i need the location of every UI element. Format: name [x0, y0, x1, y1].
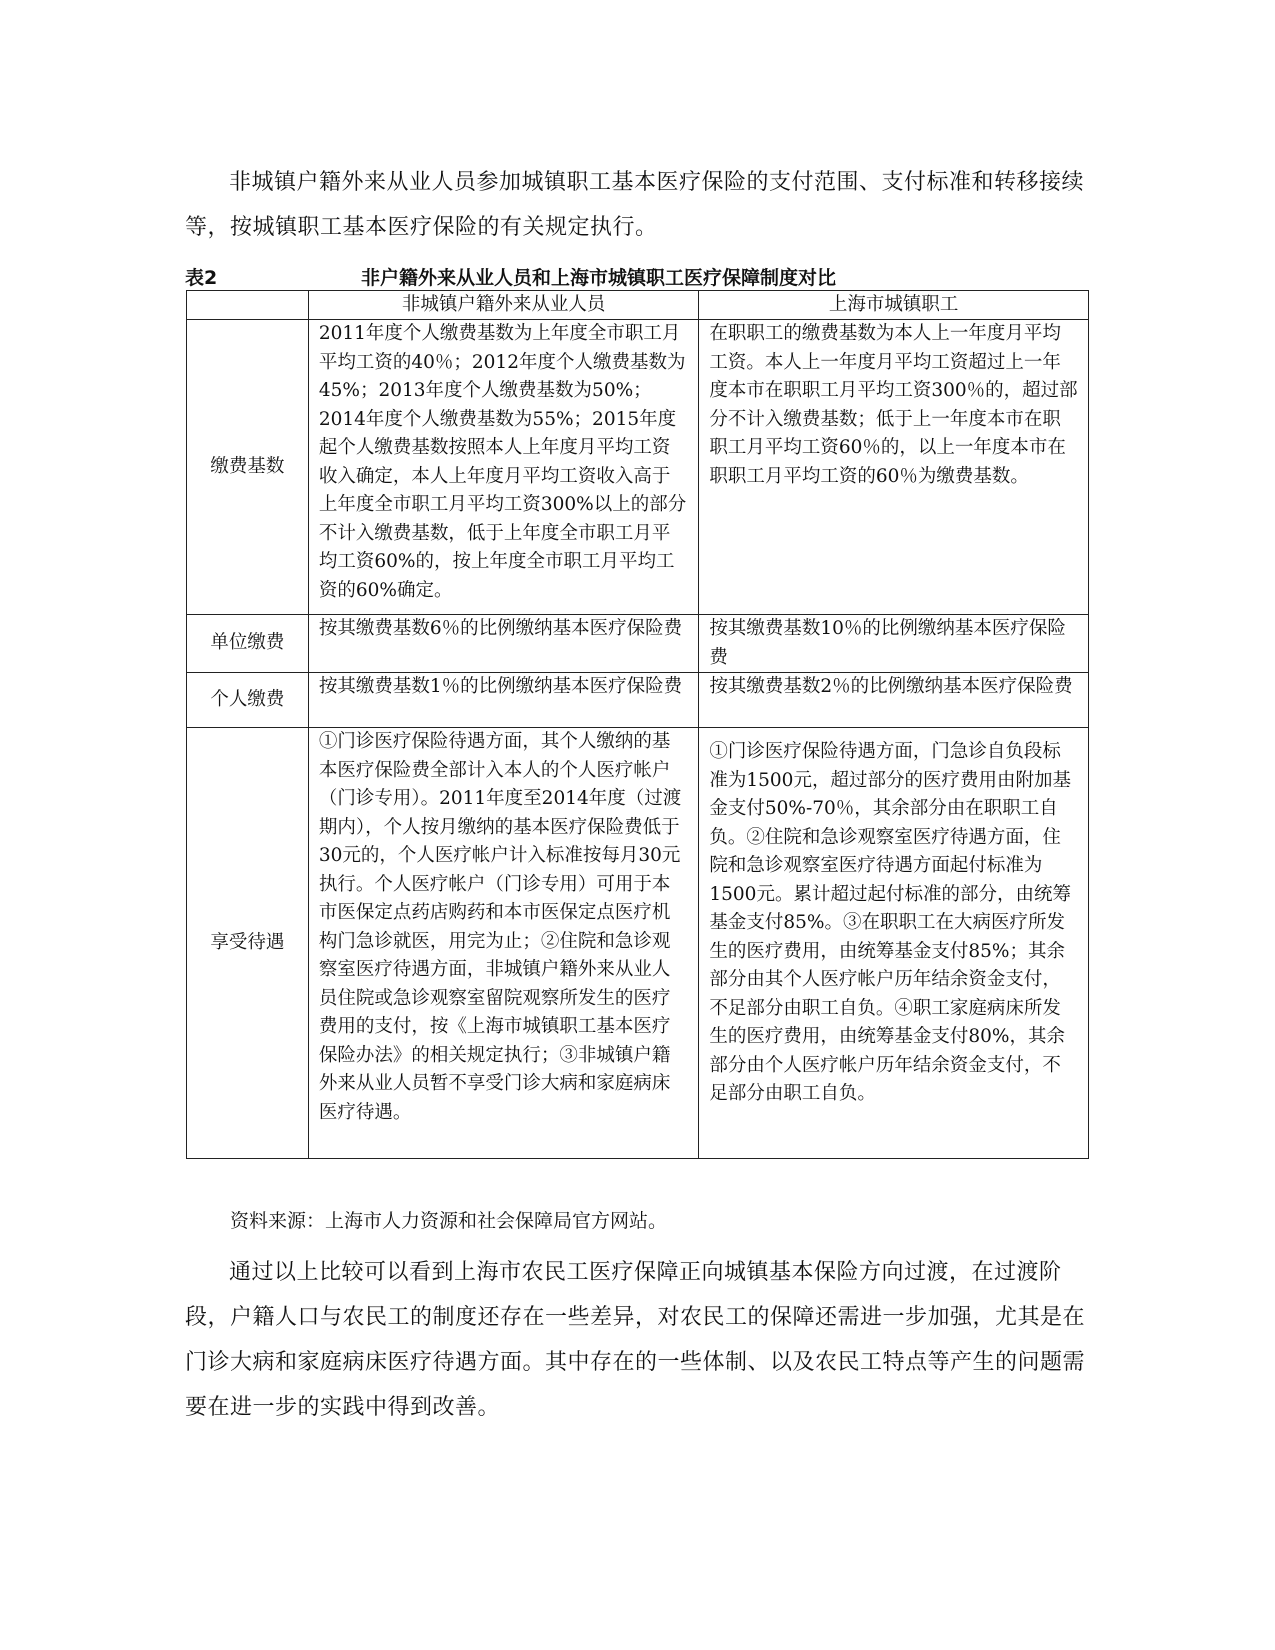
conclusion-paragraph: 通过以上比较可以看到上海市农民工医疗保障正向城镇基本保险方向过渡，在过渡阶段，户籍人口与农民工的制度还存在一些差异，对农民工的保障还需进一步加强，尤其是在门诊大病和家庭病床医疗待遇方面。其中存在的一些体制、以及农民工特点等产生的问题需要在进一步的实践中得到改善。 [185, 1260, 1086, 1420]
cell-migrant-benefits: ①门诊医疗保险待遇方面，其个人缴纳的基本医疗保险费全部计入本人的个人医疗帐户（门诊专用）。2011年度至2014年度（过渡期内），个人按月缴纳的基本医疗保险费低于30元的，个人医疗帐户计入标准按每月30元执行。个人医疗帐户（门诊专用）可用于本市医保定点药店购药和本市医保定点医疗机构门急诊就医，用完为止；②住院和急诊观察室医疗待遇方面，非城镇户籍外来从业人员住院或急诊观察室留院观察所发生的医疗费用的支付，按《上海市城镇职工基本医疗保险办法》的相关规定执行；③非城镇户籍外来从业人员暂不享受门诊大病和家庭病床医疗待遇。 [308, 728, 699, 1159]
table-row [187, 728, 1089, 1159]
row-label-personal-contribution: 个人缴费 [187, 673, 309, 728]
header-empty-cell [187, 291, 309, 320]
row-label-employer-contribution: 单位缴费 [187, 615, 309, 673]
comparison-table [186, 290, 1089, 1159]
cell-urban-employer-contribution: 按其缴费基数10％的比例缴纳基本医疗保险费 [699, 615, 1089, 673]
cell-migrant-personal-contribution: 按其缴费基数1％的比例缴纳基本医疗保险费 [308, 673, 699, 728]
cell-urban-benefits: ①门诊医疗保险待遇方面，门急诊自负段标准为1500元，超过部分的医疗费用由附加基金支付50%-70％，其余部分由在职职工自负。②住院和急诊观察室医疗待遇方面，住院和急诊观察室医疗待遇方面起付标准为1500元。累计超过起付标准的部分，由统筹基金支付85%。③在职职工在大病医疗所发生的医疗费用，由统筹基金支付85%；其余部分由其个人医疗帐户历年结余资金支付，不足部分由职工自负。④职工家庭病床所发生的医疗费用，由统筹基金支付80%，其余部分由个人医疗帐户历年结余资金支付，不足部分由职工自负。 [699, 728, 1089, 1159]
intro-paragraph: 非城镇户籍外来从业人员参加城镇职工基本医疗保险的支付范围、支付标准和转移接续等，按城镇职工基本医疗保险的有关规定执行。 [185, 170, 1085, 240]
table-title: 非户籍外来从业人员和上海市城镇职工医疗保障制度对比 [361, 267, 837, 289]
table-row [187, 615, 1089, 673]
table-caption [185, 263, 1090, 289]
header-migrant-workers: 非城镇户籍外来从业人员 [308, 291, 699, 320]
source-note: 资料来源：上海市人力资源和社会保障局官方网站。 [230, 1210, 668, 1232]
row-label-contribution-base: 缴费基数 [187, 320, 309, 615]
cell-migrant-employer-contribution: 按其缴费基数6％的比例缴纳基本医疗保险费 [308, 615, 699, 673]
table-row [187, 673, 1089, 728]
table-label: 表2 [185, 267, 218, 289]
table-header-row [187, 291, 1089, 320]
row-label-benefits: 享受待遇 [187, 728, 309, 1159]
header-urban-employees: 上海市城镇职工 [699, 291, 1089, 320]
cell-urban-contribution-base: 在职职工的缴费基数为本人上一年度月平均工资。本人上一年度月平均工资超过上一年度本市在职职工月平均工资300％的，超过部分不计入缴费基数；低于上一年度本市在职职工月平均工资60％的，以上一年度本市在职职工月平均工资的60％为缴费基数。 [699, 320, 1089, 615]
table-row [187, 320, 1089, 615]
cell-urban-personal-contribution: 按其缴费基数2％的比例缴纳基本医疗保险费 [699, 673, 1089, 728]
cell-migrant-contribution-base: 2011年度个人缴费基数为上年度全市职工月平均工资的40％；2012年度个人缴费基数为45%；2013年度个人缴费基数为50%；2014年度个人缴费基数为55%；2015年度起个人缴费基数按照本人上年度月平均工资收入确定，本人上年度月平均工资收入高于上年度全市职工月平均工资300%以上的部分不计入缴费基数，低于上年度全市职工月平均工资60%的，按上年度全市职工月平均工资的60%确定。 [308, 320, 699, 615]
